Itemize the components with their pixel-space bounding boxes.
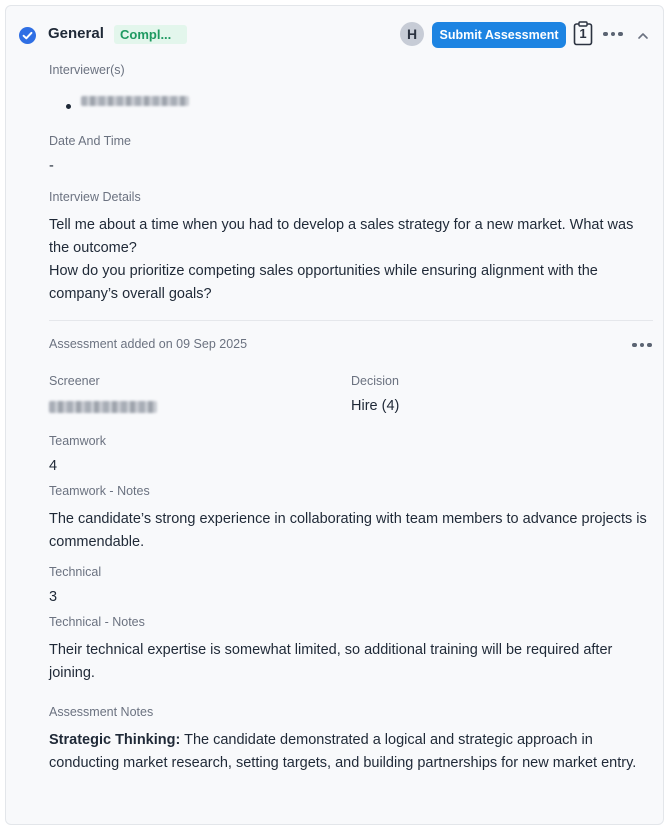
section-title: General	[48, 25, 104, 42]
technical-label: Technical	[49, 565, 102, 579]
interview-details	[49, 214, 649, 306]
interview-details-label: Interview Details	[49, 190, 141, 204]
avatar[interactable]: H	[400, 22, 424, 46]
divider	[49, 320, 653, 321]
list-bullet	[66, 104, 71, 109]
more-horizontal-icon[interactable]	[632, 341, 654, 349]
question-1: Tell me about a time when you had to develop a sales strategy for a new market. What was the outcome?	[49, 217, 634, 256]
more-horizontal-icon[interactable]	[603, 30, 625, 38]
clipboard-icon[interactable]	[573, 21, 593, 46]
attachment-count: 1	[579, 26, 587, 41]
interviewer-name-redacted	[81, 96, 189, 106]
date-time-label: Date And Time	[49, 134, 131, 148]
decision-value: Hire (4)	[351, 398, 400, 414]
technical-notes: Their technical expertise is somewhat limited, so additional training will be required after joining.	[49, 642, 613, 681]
teamwork-notes: The candidate’s strong experience in collaborating with team members to advance projects is commendable.	[49, 511, 647, 550]
notes-text: The candidate demonstrated a logical and strategic approach in conducting market research, setting targets, and building partnerships for new market entry.	[49, 732, 637, 771]
assessment-card	[5, 5, 664, 825]
screener-label: Screener	[49, 374, 100, 388]
teamwork-label: Teamwork	[49, 434, 106, 448]
assessment-notes-label: Assessment Notes	[49, 705, 154, 719]
teamwork-value: 4	[49, 458, 58, 474]
decision-label: Decision	[351, 374, 399, 388]
submit-assessment-button[interactable]: Submit Assessment	[432, 22, 566, 48]
assessment-added-on: Assessment added on 09 Sep 2025	[49, 337, 248, 351]
check-circle-icon	[19, 27, 36, 44]
question-2: How do you prioritize competing sales opportunities while ensuring alignment with the company’s overall goals?	[49, 263, 598, 302]
teamwork-notes-label: Teamwork - Notes	[49, 484, 150, 498]
technical-value: 3	[49, 589, 58, 605]
assessment-notes	[49, 729, 649, 775]
interviewers-label: Interviewer(s)	[49, 63, 125, 77]
card-header[interactable]	[6, 6, 663, 62]
chevron-up-icon[interactable]	[636, 28, 650, 38]
screener-name-redacted	[49, 401, 157, 413]
date-time-value: -	[49, 158, 54, 174]
status-badge: Compl...	[114, 25, 187, 44]
notes-heading: Strategic Thinking:	[49, 732, 181, 748]
technical-notes-label: Technical - Notes	[49, 615, 145, 629]
